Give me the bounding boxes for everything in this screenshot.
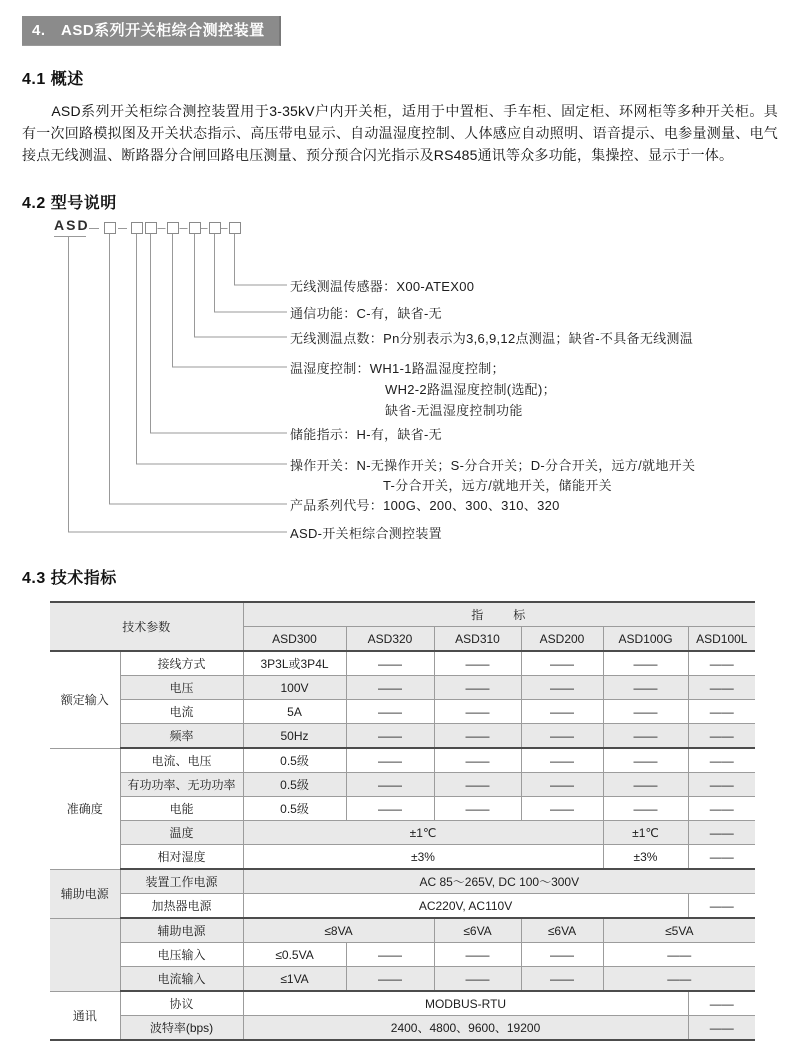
value-cell: —— (434, 651, 521, 676)
value-cell: —— (346, 773, 434, 797)
model-label-series: 产品系列代号：100G、200、300、310、320 (290, 498, 560, 513)
value-cell: —— (603, 797, 688, 821)
spec-row (50, 967, 755, 992)
group-cell: 辅助电源 (50, 869, 120, 918)
param-cell: 接线方式 (120, 651, 243, 676)
value-cell: —— (688, 651, 755, 676)
value-cell: —— (603, 748, 688, 773)
value-cell: —— (434, 748, 521, 773)
group-cell: 准确度 (50, 748, 120, 869)
model-col-header: ASD100L (688, 627, 755, 652)
param-cell: 加热器电源 (120, 894, 243, 919)
param-cell: 温度 (120, 821, 243, 845)
param-cell: 相对湿度 (120, 845, 243, 870)
model-code-diagram (40, 217, 780, 549)
value-cell: —— (688, 894, 755, 919)
param-cell: 电流输入 (120, 967, 243, 992)
value-cell: —— (688, 700, 755, 724)
value-cell: —— (346, 967, 434, 992)
value-cell: —— (434, 773, 521, 797)
param-cell: 电压输入 (120, 943, 243, 967)
param-cell: 频率 (120, 724, 243, 749)
value-cell: —— (688, 845, 755, 870)
value-cell: 0.5级 (243, 773, 346, 797)
value-cell: —— (521, 748, 603, 773)
value-cell: —— (688, 724, 755, 749)
model-col-header: ASD320 (346, 627, 434, 652)
value-cell: —— (346, 797, 434, 821)
index-header-cell: 指 标 (243, 602, 755, 627)
value-cell: —— (346, 676, 434, 700)
model-label-points: 无线测温点数：Pn分别表示为3,6,9,12点测温；缺省-不具备无线测温 (290, 331, 694, 346)
spec-table (50, 601, 755, 1041)
value-cell: 2400、4800、9600、19200 (243, 1016, 688, 1041)
value-cell: —— (688, 676, 755, 700)
overview-paragraph: ASD系列开关柜综合测控装置用于3-35kV户内开关柜，适用于中置柜、手车柜、固定柜、环网柜等多种开关柜。具有一次回路模拟图及开关状态指示、高压带电显示、自动温湿度控制、人体感应自动照明、语音提示、电参量测量、电气接点无线测温、断路器分合闸回路电压测量、预分预合闪光指示及RS485通讯等众多功能，集操控、显示于一体。 (22, 103, 778, 163)
group-cell: 通讯 (50, 991, 120, 1040)
value-cell: —— (521, 943, 603, 967)
param-cell: 电能 (120, 797, 243, 821)
value-cell: —— (521, 967, 603, 992)
value-cell: AC220V, AC110V (243, 894, 688, 919)
value-cell: —— (434, 724, 521, 749)
spec-row (50, 894, 755, 919)
spec-row (50, 991, 755, 1016)
value-cell: —— (346, 724, 434, 749)
model-label-comm: 通信功能：C-有，缺省-无 (290, 306, 442, 321)
value-cell: 0.5级 (243, 797, 346, 821)
value-cell: —— (603, 773, 688, 797)
group-cell (50, 918, 120, 991)
spec-row (50, 845, 755, 870)
spec-row (50, 943, 755, 967)
param-cell: 波特率(bps) (120, 1016, 243, 1041)
model-col-header: ASD100G (603, 627, 688, 652)
model-label-sensor: 无线测温传感器：X00-ATEX00 (290, 279, 475, 294)
value-cell: —— (603, 943, 755, 967)
value-cell: —— (346, 651, 434, 676)
value-cell: ≤5VA (603, 918, 755, 943)
value-cell: —— (521, 676, 603, 700)
model-col-header: ASD300 (243, 627, 346, 652)
value-cell: —— (346, 943, 434, 967)
group-cell: 额定输入 (50, 651, 120, 748)
model-label-energy-store: 储能指示：H-有，缺省-无 (290, 427, 442, 442)
value-cell: —— (603, 724, 688, 749)
value-cell: —— (603, 700, 688, 724)
param-cell: 辅助电源 (120, 918, 243, 943)
param-cell: 有功功率、无功功率 (120, 773, 243, 797)
spec-heading: 4.3 技术指标 (22, 570, 117, 587)
model-label-humidity-1: 温湿度控制：WH1-1路温湿度控制； (290, 361, 505, 376)
value-cell: —— (688, 797, 755, 821)
model-label-switch-1: 操作开关：N-无操作开关；S-分合开关；D-分合开关，远方/就地开关 (290, 458, 696, 473)
value-cell: —— (688, 1016, 755, 1041)
value-cell: ±1℃ (243, 821, 603, 845)
value-cell: —— (434, 676, 521, 700)
param-header-cell: 技术参数 (50, 602, 243, 651)
value-cell: —— (434, 797, 521, 821)
value-cell: —— (688, 821, 755, 845)
spec-row (50, 700, 755, 724)
value-cell: —— (521, 797, 603, 821)
model-code-prefix: ASD (54, 217, 90, 233)
value-cell: ≤1VA (243, 967, 346, 992)
spec-header-row-1 (50, 602, 755, 627)
value-cell: —— (688, 748, 755, 773)
value-cell: —— (346, 700, 434, 724)
value-cell: 0.5级 (243, 748, 346, 773)
spec-row (50, 651, 755, 676)
model-heading: 4.2 型号说明 (22, 195, 117, 212)
value-cell: —— (603, 651, 688, 676)
param-cell: 电压 (120, 676, 243, 700)
section-title-bar: 4. ASD系列开关柜综合测控装置 (22, 16, 281, 46)
value-cell: ≤0.5VA (243, 943, 346, 967)
model-col-header: ASD200 (521, 627, 603, 652)
spec-row (50, 797, 755, 821)
spec-row (50, 918, 755, 943)
spec-row (50, 869, 755, 894)
model-label-switch-2: T-分合开关，远方/就地开关，储能开关 (383, 478, 612, 493)
value-cell: ≤6VA (521, 918, 603, 943)
spec-row (50, 676, 755, 700)
value-cell: —— (346, 748, 434, 773)
value-cell: —— (603, 676, 688, 700)
value-cell: —— (434, 967, 521, 992)
value-cell: 100V (243, 676, 346, 700)
value-cell: 3P3L或3P4L (243, 651, 346, 676)
spec-row (50, 748, 755, 773)
value-cell: —— (521, 651, 603, 676)
spec-row (50, 724, 755, 749)
model-label-humidity-3: 缺省-无温湿度控制功能 (385, 403, 523, 418)
value-cell: ≤6VA (434, 918, 521, 943)
overview-heading: 4.1 概述 (22, 71, 84, 88)
spec-row (50, 1016, 755, 1041)
value-cell: ±3% (243, 845, 603, 870)
value-cell: —— (521, 724, 603, 749)
spec-row (50, 773, 755, 797)
param-cell: 装置工作电源 (120, 869, 243, 894)
value-cell: —— (434, 700, 521, 724)
value-cell: 5A (243, 700, 346, 724)
value-cell: 50Hz (243, 724, 346, 749)
value-cell: ±1℃ (603, 821, 688, 845)
param-cell: 协议 (120, 991, 243, 1016)
value-cell: —— (603, 967, 755, 992)
value-cell: AC 85～265V, DC 100～300V (243, 869, 755, 894)
value-cell: —— (688, 991, 755, 1016)
spec-row (50, 821, 755, 845)
param-cell: 电流 (120, 700, 243, 724)
value-cell: ≤8VA (243, 918, 434, 943)
model-col-header: ASD310 (434, 627, 521, 652)
model-label-base: ASD-开关柜综合测控装置 (290, 526, 442, 541)
param-cell: 电流、电压 (120, 748, 243, 773)
value-cell: ±3% (603, 845, 688, 870)
value-cell: —— (688, 773, 755, 797)
value-cell: —— (521, 773, 603, 797)
value-cell: —— (434, 943, 521, 967)
value-cell: —— (521, 700, 603, 724)
model-label-humidity-2: WH2-2路温湿度控制(选配)； (385, 382, 556, 397)
value-cell: MODBUS-RTU (243, 991, 688, 1016)
